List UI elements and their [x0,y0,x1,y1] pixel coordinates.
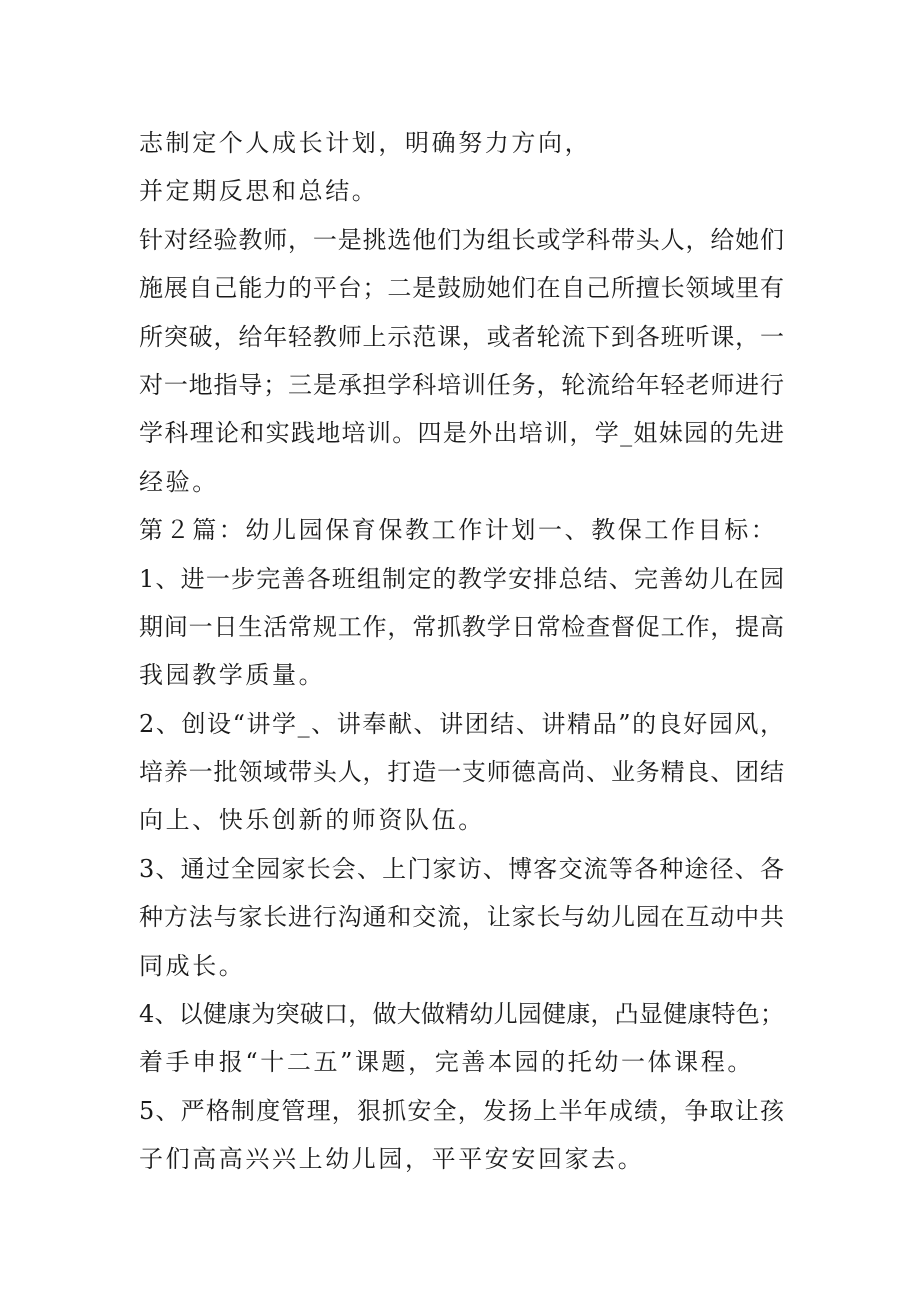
text-line: 经验。 [139,467,219,496]
text-line: 期间一日生活常规工作，常抓教学日常检查督促工作，提高 [139,612,784,641]
text-line: 同成长。 [139,951,246,980]
section-heading: 第２篇：幼儿园保育保教工作计划一、教保工作目标： [139,516,778,545]
text-line: 所突破，给年轻教师上示范课，或者轮流下到各班听课，一 [139,322,784,351]
text-line: 志制定个人成长计划，明确努力方向， [139,129,592,157]
text-line: 3、通过全园家长会、上门家访、博客交流等各种途径、各 [139,854,784,883]
text-line: 着手申报“十二五”课题，完善本园的托幼一体课程。 [139,1048,754,1077]
text-line: 向上、快乐创新的师资队伍。 [139,806,485,835]
text-line: 5、严格制度管理，狠抓安全，发扬上半年成绩，争取让孩 [139,1096,784,1125]
text-line: 2、创设“讲学_、讲奉献、讲团结、讲精品”的良好园风， [139,709,784,738]
text-line: 针对经验教师，一是挑选他们为组长或学科带头人，给她们 [139,225,784,254]
text-line: 培养一批领域带头人，打造一支师德高尚、业务精良、团结 [139,758,784,787]
text-line: 我园教学质量。 [139,661,326,690]
text-line: 4、以健康为突破口，做大做精幼儿园健康，凸显健康特色； [139,1000,784,1029]
text-line: 1、进一步完善各班组制定的教学安排总结、完善幼儿在园 [139,564,784,593]
document-body [139,119,799,1184]
text-line: 子们高高兴兴上幼儿园，平平安安回家去。 [139,1145,645,1174]
text-line: 种方法与家长进行沟通和交流，让家长与幼儿园在互动中共 [139,903,784,932]
text-line: 学科理论和实践地培训。四是外出培训，学_姐妹园的先进 [139,419,784,448]
text-line: 并定期反思和总结。 [139,177,379,206]
text-line: 施展自己能力的平台；二是鼓励她们在自己所擅长领域里有 [139,274,784,303]
text-line: 对一地指导；三是承担学科培训任务，轮流给年轻老师进行 [139,370,784,399]
